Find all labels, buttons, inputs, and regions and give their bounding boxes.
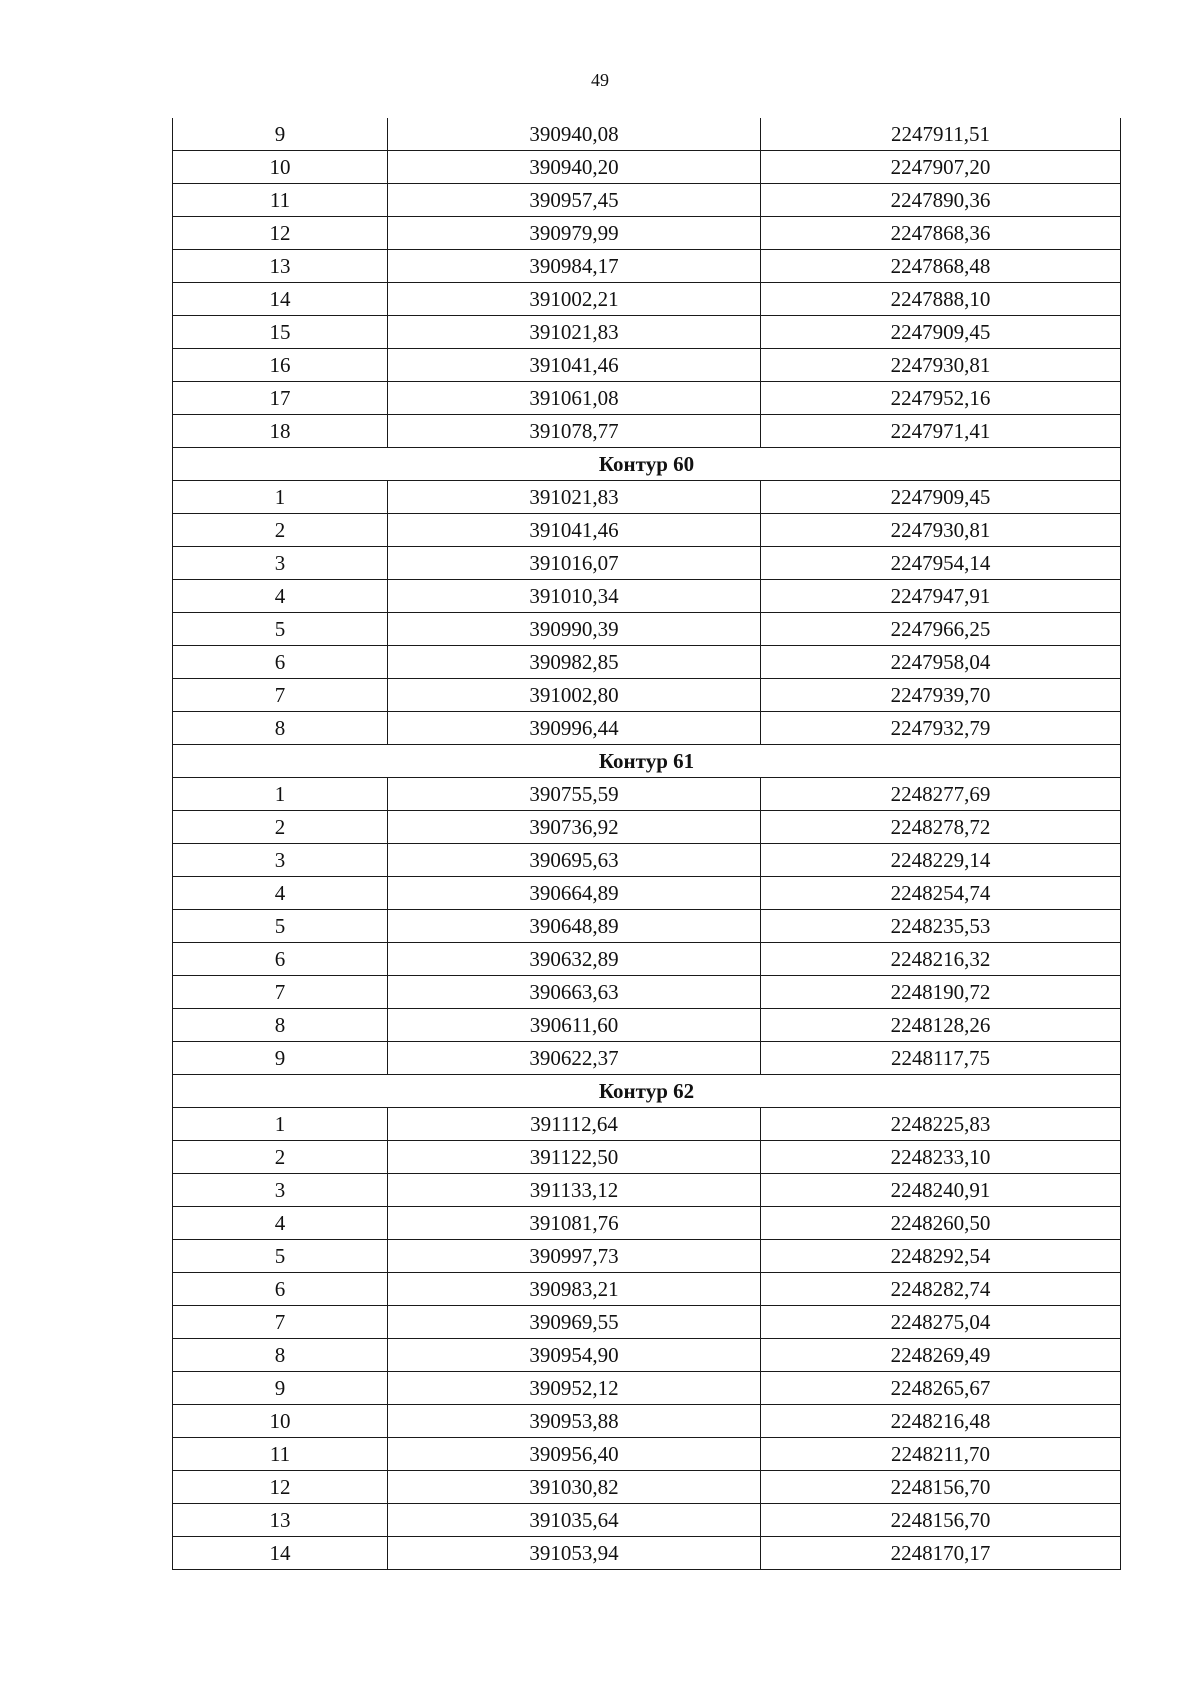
x-coordinate-cell: 391002,21 bbox=[388, 283, 761, 316]
table-row bbox=[173, 118, 1121, 151]
table-row bbox=[173, 316, 1121, 349]
x-coordinate-cell: 391002,80 bbox=[388, 679, 761, 712]
table-row bbox=[173, 547, 1121, 580]
point-number-cell: 1 bbox=[173, 1108, 388, 1141]
y-coordinate-cell: 2248278,72 bbox=[761, 811, 1121, 844]
point-number-cell: 2 bbox=[173, 811, 388, 844]
y-coordinate-cell: 2248229,14 bbox=[761, 844, 1121, 877]
point-number-cell: 12 bbox=[173, 217, 388, 250]
point-number-cell: 6 bbox=[173, 1273, 388, 1306]
y-coordinate-cell: 2247868,48 bbox=[761, 250, 1121, 283]
page-number: 49 bbox=[591, 70, 609, 90]
y-coordinate-cell: 2248240,91 bbox=[761, 1174, 1121, 1207]
y-coordinate-cell: 2248292,54 bbox=[761, 1240, 1121, 1273]
y-coordinate-cell: 2248128,26 bbox=[761, 1009, 1121, 1042]
table-row bbox=[173, 217, 1121, 250]
point-number-cell: 7 bbox=[173, 1306, 388, 1339]
table-row bbox=[173, 1273, 1121, 1306]
point-number-cell: 15 bbox=[173, 316, 388, 349]
table-row bbox=[173, 976, 1121, 1009]
y-coordinate-cell: 2248275,04 bbox=[761, 1306, 1121, 1339]
y-coordinate-cell: 2248170,17 bbox=[761, 1537, 1121, 1570]
table-row bbox=[173, 877, 1121, 910]
point-number-cell: 1 bbox=[173, 778, 388, 811]
table-row bbox=[173, 250, 1121, 283]
coordinates-table bbox=[172, 118, 1121, 1570]
table-row bbox=[173, 1240, 1121, 1273]
point-number-cell: 1 bbox=[173, 481, 388, 514]
x-coordinate-cell: 390982,85 bbox=[388, 646, 761, 679]
x-coordinate-cell: 391081,76 bbox=[388, 1207, 761, 1240]
y-coordinate-cell: 2247952,16 bbox=[761, 382, 1121, 415]
y-coordinate-cell: 2248254,74 bbox=[761, 877, 1121, 910]
x-coordinate-cell: 390983,21 bbox=[388, 1273, 761, 1306]
x-coordinate-cell: 391053,94 bbox=[388, 1537, 761, 1570]
table-row bbox=[173, 646, 1121, 679]
y-coordinate-cell: 2248117,75 bbox=[761, 1042, 1121, 1075]
table-row bbox=[173, 1306, 1121, 1339]
y-coordinate-cell: 2247909,45 bbox=[761, 316, 1121, 349]
point-number-cell: 3 bbox=[173, 844, 388, 877]
x-coordinate-cell: 391041,46 bbox=[388, 514, 761, 547]
table-row bbox=[173, 844, 1121, 877]
x-coordinate-cell: 390663,63 bbox=[388, 976, 761, 1009]
x-coordinate-cell: 391010,34 bbox=[388, 580, 761, 613]
point-number-cell: 5 bbox=[173, 910, 388, 943]
point-number-cell: 8 bbox=[173, 1009, 388, 1042]
y-coordinate-cell: 2247868,36 bbox=[761, 217, 1121, 250]
x-coordinate-cell: 390664,89 bbox=[388, 877, 761, 910]
y-coordinate-cell: 2248216,48 bbox=[761, 1405, 1121, 1438]
x-coordinate-cell: 390996,44 bbox=[388, 712, 761, 745]
x-coordinate-cell: 391078,77 bbox=[388, 415, 761, 448]
table-row bbox=[173, 1438, 1121, 1471]
table-row bbox=[173, 349, 1121, 382]
coordinates-table-body bbox=[173, 118, 1121, 1570]
x-coordinate-cell: 390632,89 bbox=[388, 943, 761, 976]
y-coordinate-cell: 2247971,41 bbox=[761, 415, 1121, 448]
point-number-cell: 3 bbox=[173, 547, 388, 580]
point-number-cell: 17 bbox=[173, 382, 388, 415]
x-coordinate-cell: 390940,08 bbox=[388, 118, 761, 151]
y-coordinate-cell: 2247930,81 bbox=[761, 514, 1121, 547]
x-coordinate-cell: 390952,12 bbox=[388, 1372, 761, 1405]
x-coordinate-cell: 390953,88 bbox=[388, 1405, 761, 1438]
point-number-cell: 7 bbox=[173, 679, 388, 712]
section-header-row bbox=[173, 745, 1121, 778]
y-coordinate-cell: 2247954,14 bbox=[761, 547, 1121, 580]
x-coordinate-cell: 391016,07 bbox=[388, 547, 761, 580]
point-number-cell: 14 bbox=[173, 283, 388, 316]
y-coordinate-cell: 2248156,70 bbox=[761, 1504, 1121, 1537]
table-row bbox=[173, 151, 1121, 184]
x-coordinate-cell: 391112,64 bbox=[388, 1108, 761, 1141]
point-number-cell: 11 bbox=[173, 184, 388, 217]
x-coordinate-cell: 391021,83 bbox=[388, 481, 761, 514]
table-row bbox=[173, 613, 1121, 646]
point-number-cell: 16 bbox=[173, 349, 388, 382]
y-coordinate-cell: 2248233,10 bbox=[761, 1141, 1121, 1174]
y-coordinate-cell: 2248265,67 bbox=[761, 1372, 1121, 1405]
x-coordinate-cell: 390979,99 bbox=[388, 217, 761, 250]
y-coordinate-cell: 2247958,04 bbox=[761, 646, 1121, 679]
point-number-cell: 12 bbox=[173, 1471, 388, 1504]
table-row bbox=[173, 1009, 1121, 1042]
y-coordinate-cell: 2248225,83 bbox=[761, 1108, 1121, 1141]
table-row bbox=[173, 679, 1121, 712]
table-row bbox=[173, 1108, 1121, 1141]
table-row bbox=[173, 910, 1121, 943]
x-coordinate-cell: 390611,60 bbox=[388, 1009, 761, 1042]
x-coordinate-cell: 391041,46 bbox=[388, 349, 761, 382]
y-coordinate-cell: 2247939,70 bbox=[761, 679, 1121, 712]
point-number-cell: 10 bbox=[173, 151, 388, 184]
point-number-cell: 5 bbox=[173, 613, 388, 646]
point-number-cell: 9 bbox=[173, 118, 388, 151]
table-row bbox=[173, 382, 1121, 415]
x-coordinate-cell: 390940,20 bbox=[388, 151, 761, 184]
y-coordinate-cell: 2247947,91 bbox=[761, 580, 1121, 613]
y-coordinate-cell: 2247930,81 bbox=[761, 349, 1121, 382]
x-coordinate-cell: 390622,37 bbox=[388, 1042, 761, 1075]
y-coordinate-cell: 2248277,69 bbox=[761, 778, 1121, 811]
point-number-cell: 14 bbox=[173, 1537, 388, 1570]
table-row bbox=[173, 1405, 1121, 1438]
point-number-cell: 8 bbox=[173, 1339, 388, 1372]
point-number-cell: 2 bbox=[173, 1141, 388, 1174]
y-coordinate-cell: 2247888,10 bbox=[761, 283, 1121, 316]
y-coordinate-cell: 2247966,25 bbox=[761, 613, 1121, 646]
point-number-cell: 4 bbox=[173, 580, 388, 613]
x-coordinate-cell: 391035,64 bbox=[388, 1504, 761, 1537]
section-title: Контур 62 bbox=[173, 1075, 1121, 1108]
section-header-row bbox=[173, 448, 1121, 481]
point-number-cell: 5 bbox=[173, 1240, 388, 1273]
x-coordinate-cell: 390990,39 bbox=[388, 613, 761, 646]
x-coordinate-cell: 391030,82 bbox=[388, 1471, 761, 1504]
x-coordinate-cell: 390956,40 bbox=[388, 1438, 761, 1471]
x-coordinate-cell: 390984,17 bbox=[388, 250, 761, 283]
table-row bbox=[173, 1207, 1121, 1240]
y-coordinate-cell: 2248190,72 bbox=[761, 976, 1121, 1009]
x-coordinate-cell: 390648,89 bbox=[388, 910, 761, 943]
y-coordinate-cell: 2248211,70 bbox=[761, 1438, 1121, 1471]
table-row bbox=[173, 1141, 1121, 1174]
table-row bbox=[173, 1042, 1121, 1075]
point-number-cell: 11 bbox=[173, 1438, 388, 1471]
table-row bbox=[173, 514, 1121, 547]
y-coordinate-cell: 2248216,32 bbox=[761, 943, 1121, 976]
x-coordinate-cell: 390997,73 bbox=[388, 1240, 761, 1273]
table-row bbox=[173, 1174, 1121, 1207]
table-row bbox=[173, 481, 1121, 514]
point-number-cell: 9 bbox=[173, 1372, 388, 1405]
table-row bbox=[173, 1339, 1121, 1372]
table-row bbox=[173, 1471, 1121, 1504]
y-coordinate-cell: 2247911,51 bbox=[761, 118, 1121, 151]
table-row bbox=[173, 778, 1121, 811]
point-number-cell: 6 bbox=[173, 646, 388, 679]
y-coordinate-cell: 2247907,20 bbox=[761, 151, 1121, 184]
x-coordinate-cell: 391021,83 bbox=[388, 316, 761, 349]
point-number-cell: 4 bbox=[173, 877, 388, 910]
point-number-cell: 8 bbox=[173, 712, 388, 745]
x-coordinate-cell: 391122,50 bbox=[388, 1141, 761, 1174]
x-coordinate-cell: 390736,92 bbox=[388, 811, 761, 844]
x-coordinate-cell: 390969,55 bbox=[388, 1306, 761, 1339]
y-coordinate-cell: 2247932,79 bbox=[761, 712, 1121, 745]
section-header-row bbox=[173, 1075, 1121, 1108]
x-coordinate-cell: 390695,63 bbox=[388, 844, 761, 877]
point-number-cell: 9 bbox=[173, 1042, 388, 1075]
table-row bbox=[173, 1504, 1121, 1537]
table-row bbox=[173, 1372, 1121, 1405]
x-coordinate-cell: 390957,45 bbox=[388, 184, 761, 217]
point-number-cell: 6 bbox=[173, 943, 388, 976]
table-row bbox=[173, 811, 1121, 844]
point-number-cell: 10 bbox=[173, 1405, 388, 1438]
y-coordinate-cell: 2248156,70 bbox=[761, 1471, 1121, 1504]
table-row bbox=[173, 415, 1121, 448]
y-coordinate-cell: 2247890,36 bbox=[761, 184, 1121, 217]
table-row bbox=[173, 580, 1121, 613]
section-title: Контур 61 bbox=[173, 745, 1121, 778]
x-coordinate-cell: 391133,12 bbox=[388, 1174, 761, 1207]
table-row bbox=[173, 283, 1121, 316]
x-coordinate-cell: 391061,08 bbox=[388, 382, 761, 415]
point-number-cell: 4 bbox=[173, 1207, 388, 1240]
table-row bbox=[173, 1537, 1121, 1570]
y-coordinate-cell: 2248260,50 bbox=[761, 1207, 1121, 1240]
point-number-cell: 13 bbox=[173, 1504, 388, 1537]
x-coordinate-cell: 390755,59 bbox=[388, 778, 761, 811]
point-number-cell: 2 bbox=[173, 514, 388, 547]
y-coordinate-cell: 2248235,53 bbox=[761, 910, 1121, 943]
y-coordinate-cell: 2248282,74 bbox=[761, 1273, 1121, 1306]
y-coordinate-cell: 2247909,45 bbox=[761, 481, 1121, 514]
x-coordinate-cell: 390954,90 bbox=[388, 1339, 761, 1372]
point-number-cell: 7 bbox=[173, 976, 388, 1009]
section-title: Контур 60 bbox=[173, 448, 1121, 481]
point-number-cell: 13 bbox=[173, 250, 388, 283]
table-row bbox=[173, 712, 1121, 745]
point-number-cell: 3 bbox=[173, 1174, 388, 1207]
point-number-cell: 18 bbox=[173, 415, 388, 448]
table-row bbox=[173, 943, 1121, 976]
table-row bbox=[173, 184, 1121, 217]
y-coordinate-cell: 2248269,49 bbox=[761, 1339, 1121, 1372]
